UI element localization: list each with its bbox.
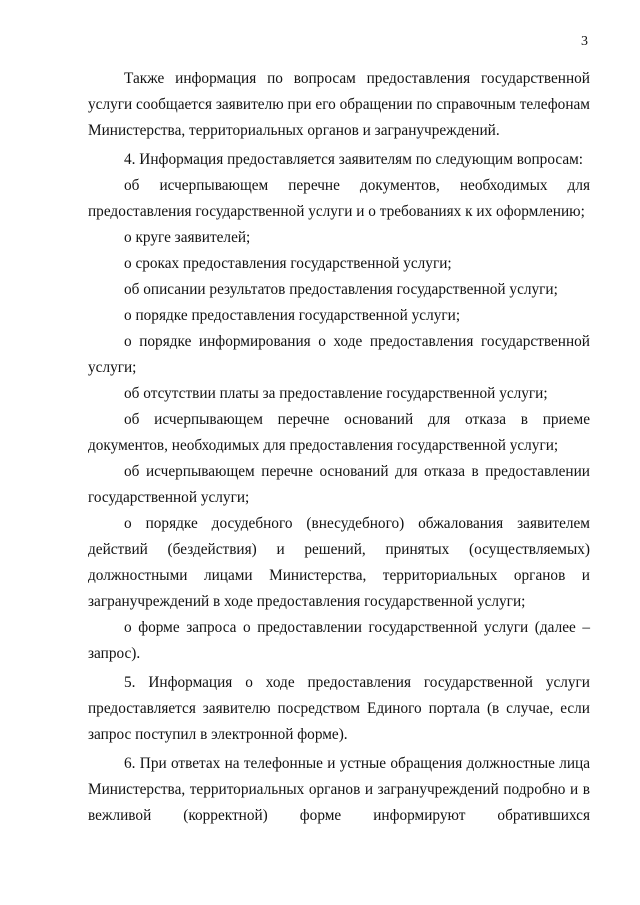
- list-item-informing: о порядке информирования о ходе предоставления государственной услуги;: [88, 333, 590, 376]
- list-item-no-fee: об отсутствии платы за предоставление государственной услуги;: [124, 385, 548, 402]
- list-item-refusal-acceptance: об исчерпывающем перечне оснований для отказа в приеме документов, необходимых для предоставления государственной услуги;: [88, 411, 590, 454]
- paragraph-4-intro: 4. Информация предоставляется заявителям по следующим вопросам:: [124, 151, 584, 168]
- paragraph-6-phone-answers: 6. При ответах на телефонные и устные обращения должностные лица Министерства, территориальных органов и загранучреждений подробно и в вежливой (корректной) форме информируют обратившихся: [88, 755, 590, 824]
- list-item-results: об описании результатов предоставления государственной услуги;: [124, 281, 558, 298]
- paragraph-5-portal: 5. Информация о ходе предоставления государственной услуги предоставляется заявителю посредством Единого портала (в случае, если запрос поступил в электронной форме).: [88, 674, 590, 743]
- list-item-procedure: о порядке предоставления государственной услуги;: [124, 307, 461, 324]
- list-item-request-form: о форме запроса о предоставлении государственной услуги (далее – запрос).: [88, 619, 590, 662]
- page-number: 3: [581, 34, 588, 49]
- list-item-terms: о сроках предоставления государственной услуги;: [124, 255, 452, 272]
- paragraph-info-by-phone: Также информация по вопросам предоставления государственной услуги сообщается заявителю при его обращении по справочным телефонам Министерства, территориальных органов и загранучреждений.: [88, 70, 590, 139]
- list-item-appeal: о порядке досудебного (внесудебного) обжалования заявителем действий (бездействия) и решений, принятых (осуществляемых) должностными лицами Министерства, территориальных органов и загранучреждений в ходе предоставления государственной услуги;: [88, 515, 590, 610]
- document-body: [88, 66, 590, 829]
- list-item-documents: об исчерпывающем перечне документов, необходимых для предоставления государственной услуги и о требованиях к их оформлению;: [88, 177, 590, 220]
- list-item-applicants: о круге заявителей;: [124, 229, 251, 246]
- list-item-refusal-provision: об исчерпывающем перечне оснований для отказа в предоставлении государственной услуги;: [88, 463, 590, 506]
